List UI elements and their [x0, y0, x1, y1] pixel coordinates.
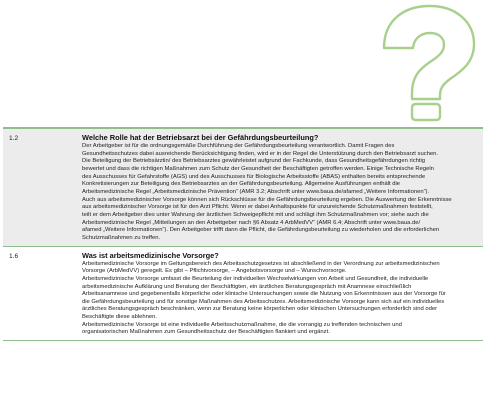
faq-number: 1.2 — [3, 128, 80, 246]
question-mark-outline-icon — [380, 4, 476, 122]
faq-question: Was ist arbeitsmedizinische Vorsorge? — [82, 250, 219, 260]
faq-table — [3, 127, 483, 341]
faq-entry — [80, 246, 483, 341]
faq-answer: Der Arbeitgeber ist für die ordnungsgemäße Durchführung der Gefährdungsbeurteilung verantwortlich. Damit Fragen des Gesundheitsschutzes dabei ausreichende Berücksichtigung finden, wird er in der Regel die Unterstützung durch den Betriebsarzt suchen. Die Beteiligung der Betriebsärztin/ des Betriebsarztes gewährleistet aufgrund der Fachkunde, dass Gesundheitsgefährdungen richtig bewertet und dass die richtigen Maßnahmen zum Schutz der Gesundheit der Beschäftigten getroffen werden. Einige Technische Regeln des Ausschusses für Gefahrstoffe (AGS) und des Ausschusses für Biologische Arbeitsstoffe (ABAS) enthalten bereits entsprechende Konkretisierungen zur Beteiligung des Betriebsarztes an der Gefährdungsbeurteilung. Allgemeine Ausführungen enthält die Arbeitsmedizinische Regel „Arbeitsmedizinische Prävention“ (AMR 3.2; Abschrift unter www.baua.de/afamed „Weitere Informationen“). Auch aus arbeitsmedizinischer Vorsorge können sich Rückschlüsse für die Gefährdungsbeurteilung ergeben. Die Auswertung der Erkenntnisse aus arbeitsmedizinischer Vorsorge ist für den Arzt Pflicht. Wenn er dabei Anhaltspunkte für unzureichende Schutzmaßnahmen feststellt, teilt er dem Arbeitgeber dies unter Wahrung der ärztlichen Schweigepflicht mit und schlägt ihm Schutzmaßnahmen vor; siehe auch die Arbeitsmedizinische Regel „Mitteilungen an den Arbeitgeber nach §6 Absatz 4 ArbMedVV“ (AMR 6.4; Abschrift unter www.baua.de/ afamed „Weitere Informationen“). Den Arbeitgeber trifft dann die Pflicht, die Gefährdungsbeurteilung zu wiederholen und die erforderlichen Schutzmaßnahmen zu treffen. — [82, 143, 452, 241]
faq-answer: Arbeitsmedizinische Vorsorge im Geltungsbereich des Arbeitsschutzgesetzes ist abschließend in der Verordnung zur arbeitsmedizinischen Vorsorge (ArbMedVV) geregelt. Es gibt – Pflichtvorsorge, – Angebotsvorsorge und – Wunschvorsorge. Arbeitsmedizinische Vorsorge umfasst die Beurteilung der individuellen Wechselwirkungen von Arbeit und Gesundheit, die individuelle arbeitsmedizinische Aufklärung und Beratung der Beschäftigten, ein ärztliches Beratungsgespräch mit Anamnese einschließlich Arbeitsanamnese und gegebenenfalls körperliche oder klinische Untersuchungen sowie die Nutzung von Erkenntnissen aus der Vorsorge für die Gefährdungsbeurteilung und für sonstige Maßnahmen des Arbeitsschutzes. Arbeitsmedizinische Vorsorge kann sich auf ein individuelles ärztliches Beratungsgespräch beschränken, wenn zur Beratung keine körperlichen oder klinischen Untersuchungen erforderlich sind oder Beschäftigte diese ablehnen. Arbeitsmedizinische Vorsorge ist eine individuelle Arbeitsschutzmaßnahme, die die vorrangig zu treffenden technischen und organisatorischen Maßnahmen zum Gesundheitsschutz der Beschäftigten flankiert und ergänzt. — [82, 260, 446, 336]
faq-row — [3, 128, 483, 246]
faq-number: 1.6 — [3, 246, 80, 341]
faq-question: Welche Rolle hat der Betriebsarzt bei der Gefährdungsbeurteilung? — [82, 133, 319, 142]
faq-row — [3, 246, 483, 341]
faq-entry — [80, 128, 483, 246]
